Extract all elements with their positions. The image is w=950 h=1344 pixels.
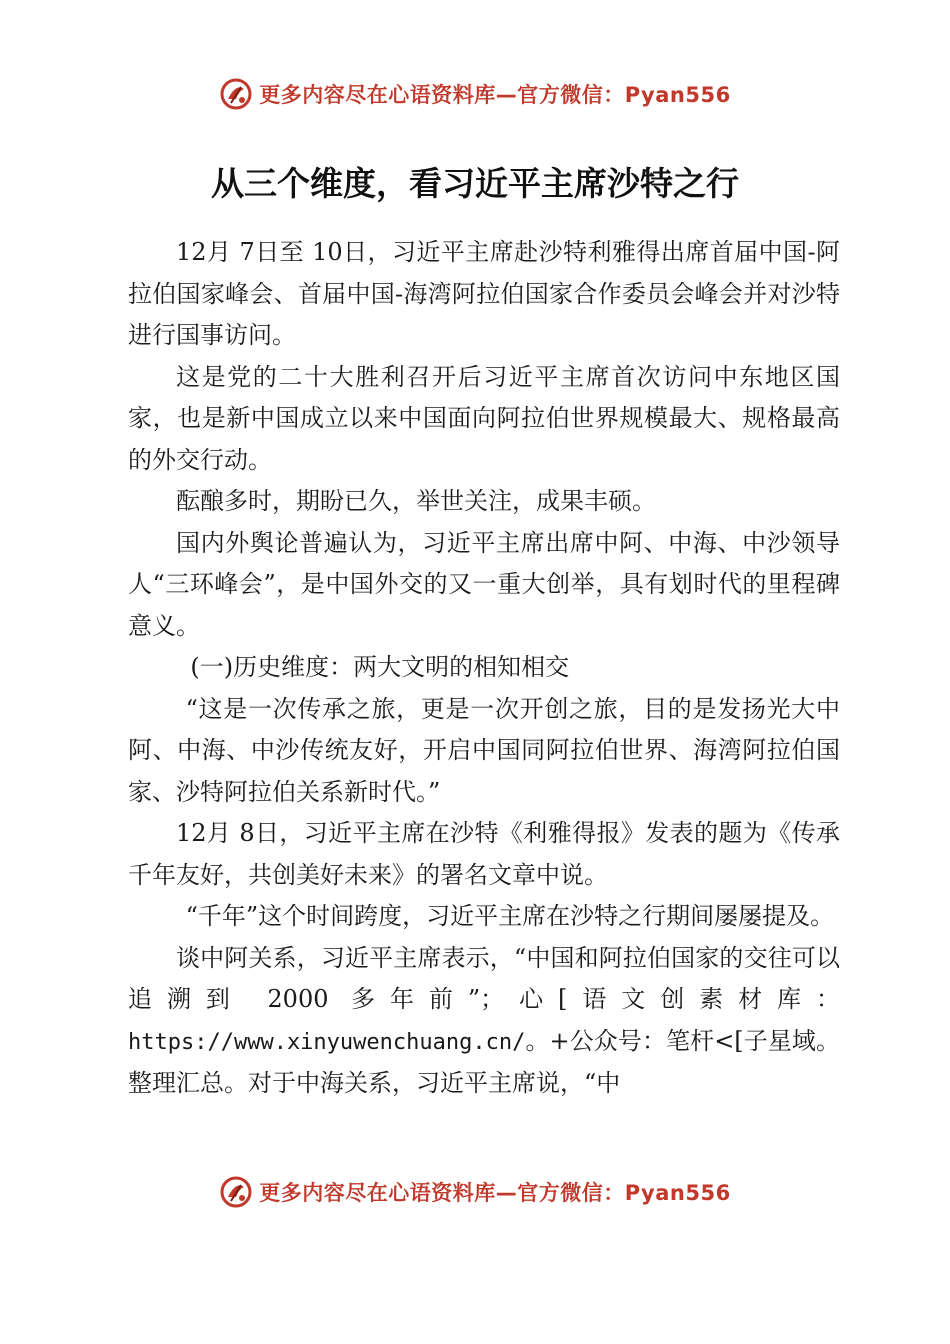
seal-logo-icon bbox=[219, 77, 253, 111]
footer-banner bbox=[0, 1172, 950, 1212]
paragraph-8 bbox=[128, 938, 840, 1105]
paragraph-3: 酝酿多时，期盼已久，举世关注，成果丰硕。 bbox=[176, 487, 656, 515]
document-title: 从三个维度，看习近平主席沙特之行 bbox=[211, 164, 739, 203]
paragraph-4: 国内外舆论普遍认为，习近平主席出席中阿、中海、中沙领导人“三环峰会”，是中国外交的又一重大创举，具有划时代的里程碑意义。 bbox=[128, 528, 840, 640]
paragraph-8-part1: 谈中阿关系，习近平主席表示，“中国和阿拉伯国家的交往可以追溯到 2000 多年前”；心[语文创素材库： bbox=[128, 943, 840, 1013]
paragraph-7: “千年”这个时间跨度，习近平主席在沙特之行期间屡屡提及。 bbox=[185, 902, 835, 930]
header-banner-inner bbox=[219, 77, 730, 111]
paragraph-8-part2: 。+公众号：笔杆<[子星域。整理汇总。对于中海关系，习近平主席说，“中 bbox=[128, 1026, 840, 1097]
paragraph-quote: “这是一次传承之旅，更是一次开创之旅，目的是发扬光大中阿、中海、中沙传统友好，开启中国同阿拉伯世界、海湾阿拉伯国家、沙特阿拉伯关系新时代。” bbox=[128, 694, 840, 806]
footer-banner-inner bbox=[219, 1175, 730, 1209]
paragraph-1: 12月 7日至 10日，习近平主席赴沙特利雅得出席首届中国-阿拉伯国家峰会、首届中国-海湾阿拉伯国家合作委员会峰会并对沙特进行国事访问。 bbox=[128, 238, 840, 349]
paragraph-2: 这是党的二十大胜利召开后习近平主席首次访问中东地区国家，也是新中国成立以来中国面向阿拉伯世界规模最大、规格最高的外交行动。 bbox=[128, 362, 840, 474]
header-banner bbox=[0, 74, 950, 114]
header-banner-text: 更多内容尽在心语资料库—官方微信：Pyan556 bbox=[259, 83, 731, 107]
source-url-link[interactable]: https://www.xinyuwenchuang.cn/ bbox=[128, 1029, 526, 1055]
document-body bbox=[128, 232, 840, 1105]
section-heading-1: (一)历史维度：两大文明的相知相交 bbox=[190, 653, 570, 681]
paragraph-6: 12月 8日，习近平主席在沙特《利雅得报》发表的题为《传承千年友好，共创美好未来》的署名文章中说。 bbox=[128, 819, 840, 889]
footer-banner-text: 更多内容尽在心语资料库—官方微信：Pyan556 bbox=[259, 1181, 731, 1205]
seal-logo-icon bbox=[219, 1175, 253, 1209]
